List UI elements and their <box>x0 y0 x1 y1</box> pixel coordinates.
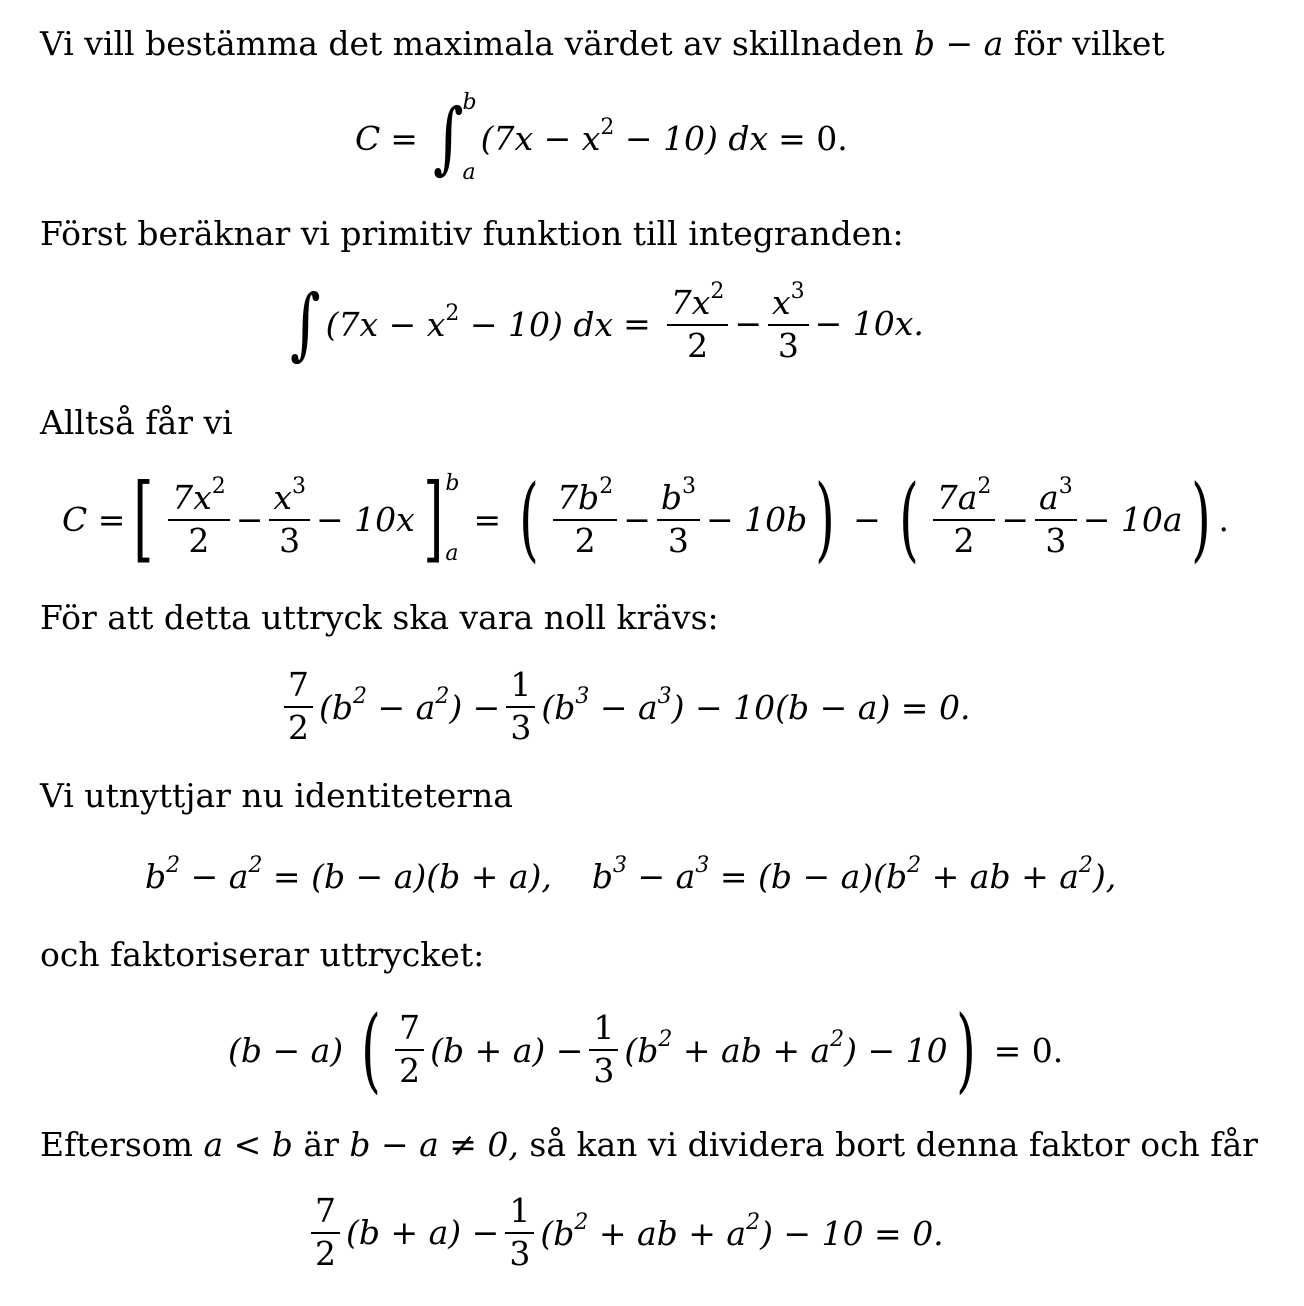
equation-identities <box>145 853 1117 896</box>
eq6-pre: (b − a) <box>228 1030 344 1070</box>
eq3-fraction-h2: $\frac{a^3}{3}$ <box>1035 479 1077 558</box>
eq3-equals: = <box>473 499 502 539</box>
eq2-fraction-2: $\frac{x^3}{3}$ <box>768 284 809 363</box>
identity-difference-squares: $b^2 - a^2 = (b - a)(b + a)$, <box>145 853 552 896</box>
paragraph-primitive <box>40 214 904 253</box>
var-a: a <box>983 24 1004 63</box>
paragraph-divide <box>40 1125 1258 1164</box>
left-paren-icon: ( <box>519 465 539 572</box>
eq1-rhs: = 0. <box>778 118 848 158</box>
intro-text: Vi vill bestämma det maximala värdet av skillnaden <box>40 24 904 63</box>
eq6-fraction-7-2: $\frac{7}{2}$ <box>395 1011 424 1088</box>
divide-mid: är <box>303 1125 339 1164</box>
eq6-post: = 0. <box>993 1030 1064 1070</box>
eq3-g-tail: − 10b <box>705 499 808 539</box>
eq1-limits <box>463 92 477 184</box>
paragraph-identities <box>40 776 513 815</box>
eq4-part-2: $(b^3 - a^3) - 10(b - a) = 0$. <box>541 683 971 727</box>
eq3-fraction-g1: $\frac{7b^2}{2}$ <box>553 479 617 558</box>
eq3-fraction-2: $\frac{x^3}{3}$ <box>269 479 310 558</box>
right-paren-icon: ) <box>1190 465 1211 572</box>
eq7-fraction-7-2: $\frac{7}{2}$ <box>311 1194 340 1271</box>
eq1-lhs: C <box>355 118 381 158</box>
eq4-part-1: $(b^2 - a^2)$ − <box>319 683 501 727</box>
requirement-text: För att detta uttryck ska vara noll krävs: <box>40 598 719 637</box>
eq7-fraction-1-3: $\frac{1}{3}$ <box>505 1194 534 1271</box>
equation-zero-condition <box>278 665 971 747</box>
equation-evaluated: C = [ $\frac{7x^2}{2}$ − $\frac{x^3}{3}$ − 10x ] b a = ( $\frac{7b^2}{2}$ − $\frac{b^3}{3}$ − 10b ) − ( $\frac{7a^2}{2}$ − $\frac{a^3}{3}$ − 10a ) . <box>62 464 1229 573</box>
divide-cond-2: b − a ≠ 0, <box>349 1125 519 1164</box>
eq2-tail: − 10x. <box>814 304 924 344</box>
equation-factored <box>228 996 1073 1103</box>
eq7-part-2: ($b^2$ + ab + $a^2) - 10 = 0$. <box>540 1209 944 1253</box>
eq4-fraction-1-3: $\frac{1}{3}$ <box>506 668 535 745</box>
equation-integral-c <box>355 92 858 184</box>
paragraph-factorize <box>40 935 485 974</box>
right-paren-icon: ) <box>955 996 976 1103</box>
eq4-fraction-7-2: $\frac{7}{2}$ <box>284 668 313 745</box>
eq3-limits: b a <box>445 471 460 566</box>
eq2-body: $(7x - x^2 - 10)$ dx <box>325 300 614 344</box>
divide-post: så kan vi dividera bort denna faktor och får <box>529 1125 1258 1164</box>
intro-tail: för vilket <box>1013 24 1165 63</box>
equation-antiderivative <box>285 278 924 369</box>
integral-sign-icon: ∫ <box>290 278 321 369</box>
equation-final <box>305 1191 944 1273</box>
paragraph-requirement <box>40 598 719 637</box>
eq3-h-tail: − 10a <box>1082 499 1183 539</box>
identity-difference-cubes: $b^3 - a^3 = (b - a)(b^2$ + ab + $a^2$), <box>591 853 1117 896</box>
factorize-text: och faktoriserar uttrycket: <box>40 935 485 974</box>
eq3-lhs: C = <box>62 499 126 539</box>
eq3-fraction-1: $\frac{7x^2}{2}$ <box>168 479 230 558</box>
divide-cond-1: a < b <box>203 1125 293 1164</box>
eq7-part-1: (b + a) − <box>346 1213 500 1253</box>
eq3-end: . <box>1218 499 1229 539</box>
eq2-equals: = <box>623 304 651 344</box>
eq3-fraction-h1: $\frac{7a^2}{2}$ <box>933 479 996 558</box>
minus-sign: − <box>945 24 974 63</box>
paragraph-therefore <box>40 403 233 442</box>
right-bracket-icon: ] <box>422 464 444 573</box>
eq3-mid-minus: − <box>853 499 881 539</box>
eq3-fraction-g2: $\frac{b^3}{3}$ <box>657 479 700 558</box>
eq2-fraction-1: $\frac{7x^2}{2}$ <box>667 284 729 363</box>
left-paren-icon: ( <box>361 996 382 1103</box>
integral-sign-icon: ∫ <box>432 93 464 183</box>
var-b: b <box>913 24 935 63</box>
eq3-inner-tail: − 10x <box>315 499 415 539</box>
paragraph-intro <box>40 24 1165 63</box>
left-bracket-icon: [ <box>133 464 154 573</box>
eq1-body: $(7x - x^2 - 10)$ dx <box>480 115 769 158</box>
divide-pre: Eftersom <box>40 1125 193 1164</box>
eq1-equals: = <box>390 118 418 158</box>
left-paren-icon: ( <box>898 465 919 572</box>
eq6-part-2: ($b^2$ + ab + $a^2) - 10$ <box>624 1027 948 1070</box>
right-paren-icon: ) <box>815 465 836 572</box>
therefore-text: Alltså får vi <box>40 403 233 442</box>
eq6-fraction-1-3: $\frac{1}{3}$ <box>589 1011 618 1088</box>
eq1-lower: a <box>462 160 476 185</box>
eq2-minus: − <box>734 304 763 344</box>
identities-text: Vi utnyttjar nu identiteterna <box>40 776 513 815</box>
eq6-part-1: (b + a) − <box>430 1030 584 1070</box>
primitive-text: Först beräknar vi primitiv funktion till integranden: <box>40 214 904 253</box>
eq1-upper: b <box>462 90 477 115</box>
